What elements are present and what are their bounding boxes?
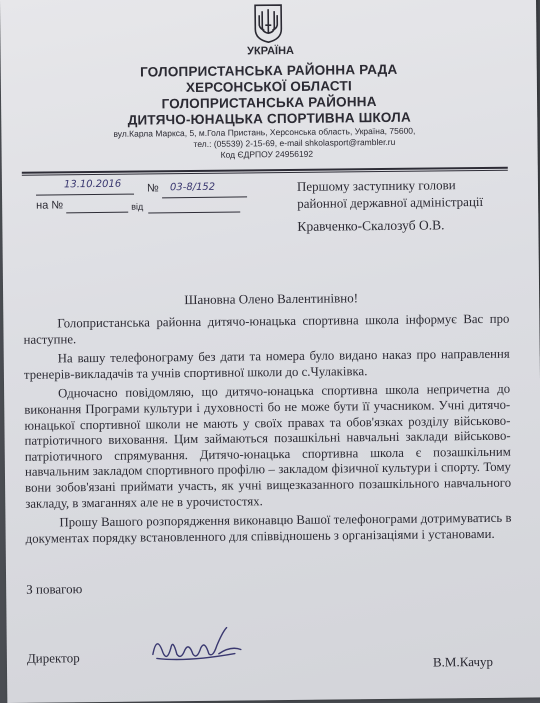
paragraph-2: На вашу телефонограму без дати та номера було видано наказ про направлення тренерів-викладачів та учнів спортивної школи до с.Чулаківка.	[23, 346, 510, 382]
signatory-name: В.М.Качур	[432, 653, 494, 670]
greeting: Шановна Олено Валентинівно!	[184, 290, 359, 308]
country-label: УКРАЇНА	[247, 44, 295, 58]
org-line-2: ХЕРСОНСЬКОЇ ОБЛАСТІ	[185, 78, 352, 96]
phone-email-line: тел.: (05539) 2-15-69, e-mail shkolasport@rambler.ru	[193, 136, 396, 149]
trident-emblem-icon	[253, 3, 283, 43]
paragraph-4: Прошу Вашого розпорядження виконавцю Вашої телефонограми дотримуватись в документах порядку встановленного для співвідношень з організаціями і установами.	[25, 510, 512, 546]
number-sign: №	[146, 182, 159, 195]
letter-body	[23, 312, 511, 551]
paragraph-3: Одночасно повідомляю, що дитячо-юнацька спортивна школа непричетна до виконання Програми культури і духовності бо не може бути її учасником. Учні дитячо-юнацької спортивної школи не мають у своїх правах та обов'язках розділу військово-патріотичного виховання. Цим займаються позашкільні навчальні заклади військово-патріотичного спрямування. Дитячо-юнацька спортивна школа є позашкільним навчальним закладом спортивного профілю – закладом фізичної культури і спорту. Тому вони зобов'язані приймати участь, як учні вищезказанного позашкільного навчального закладу, в змаганнях але не в урочистостях.	[24, 382, 512, 511]
signatory-position: Директор	[26, 650, 80, 666]
recipient-line-1: Першому заступнику голови	[296, 177, 456, 194]
handwritten-number: 03-8/152	[169, 181, 216, 194]
number-underline	[162, 196, 247, 198]
na-label: на №	[36, 199, 64, 212]
recipient-name: Кравченко-Скалозуб О.В.	[297, 217, 445, 234]
vid-label: від	[131, 201, 144, 212]
date-underline	[36, 194, 134, 196]
recipient-line-2: районної державної адміністрації	[297, 193, 484, 211]
org-line-3: ГОЛОПРИСТАНСЬКА РАЙОННА	[161, 94, 377, 112]
vid-underline	[148, 211, 240, 213]
handwritten-signature	[147, 623, 247, 672]
org-line-1: ГОЛОПРИСТАНСЬКА РАЙОННА РАДА	[140, 61, 398, 80]
handwritten-date: 13.10.2016	[63, 178, 122, 191]
edrpou-code: Код ЄДРПОУ 24956192	[220, 148, 314, 160]
org-line-4: ДИТЯЧО-ЮНАЦЬКА СПОРТИВНА ШКОЛА	[127, 109, 411, 128]
address-line: вул.Карла Маркса, 5, м.Гола Пристань, Херсонська область, Україна, 75600,	[113, 125, 416, 139]
paragraph-1: Голопристанська районна дитячо-юнацька спортивна школа інформує Вас про наступне.	[23, 311, 510, 347]
na-underline	[66, 212, 128, 214]
closing: З повагою	[26, 581, 83, 597]
